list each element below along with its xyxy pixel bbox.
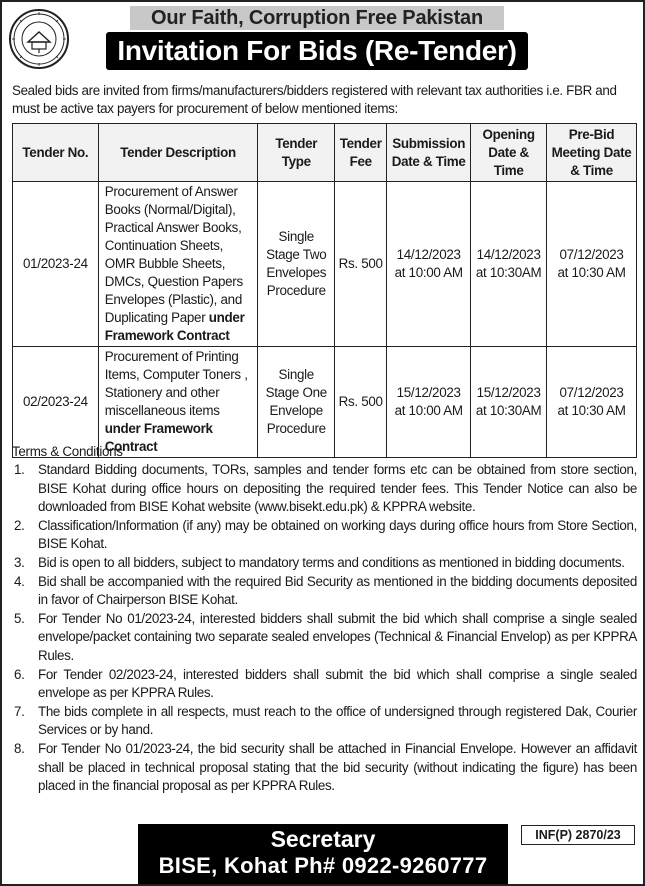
page-title: Invitation For Bids (Re-Tender)	[106, 32, 528, 70]
col-header-fee: Tender Fee	[335, 124, 387, 182]
submission-time: at 10:00 AM	[394, 403, 463, 418]
opening-date: 14/12/2023	[476, 247, 541, 262]
term-number: 6.	[14, 666, 25, 682]
term-number: 5.	[14, 610, 25, 626]
description-cell	[98, 347, 258, 458]
term-text: Standard Bidding documents, TORs, samples and tender forms etc can be obtained from store section, BISE Kohat during office hours on depositing the required tender fees. This Tender Notice can also be downloaded from BISE Kohat website (www.bisekt.edu.pk) & KPPRA website.	[38, 462, 637, 515]
description-cell	[98, 182, 258, 347]
submission-cell	[387, 347, 471, 458]
list-item	[12, 740, 637, 796]
description-text: Procurement of Printing Items, Computer Toners , Stationery and other miscellaneous items	[104, 349, 248, 418]
submission-date: 14/12/2023	[396, 247, 461, 262]
opening-time: at 10:30AM	[475, 403, 542, 418]
list-item	[12, 666, 637, 703]
table-row	[13, 347, 637, 458]
prebid-time: at 10:30 AM	[557, 403, 626, 418]
description-text: Procurement of Answer Books (Normal/Digital), Practical Answer Books, Continuation Sheets, OMR Bubble Sheets, DMCs, Question Papers Envelopes (Plastic), and Duplicating Paper	[104, 184, 243, 325]
slogan-banner: Our Faith, Corruption Free Pakistan	[130, 6, 504, 30]
col-header-type: Tender Type	[258, 124, 335, 182]
list-item	[12, 610, 637, 666]
description-bold-text: under Framework Contract	[104, 310, 245, 343]
submission-cell	[387, 182, 471, 347]
list-item	[12, 554, 637, 573]
footer-signature-block	[138, 824, 508, 884]
tender-type-cell: Single Stage One Envelope Procedure	[258, 347, 335, 458]
reference-number: INF(P) 2870/23	[521, 825, 635, 845]
term-text: For Tender No 01/2023-24, the bid security shall be attached in Financial Envelope. However an affidavit shall be placed in technical proposal stating that the bid security (without indicating the figure) has been placed in the financial proposal as per KPPRA Rules.	[38, 740, 637, 794]
opening-cell	[471, 347, 547, 458]
term-number: 8.	[14, 740, 25, 756]
tender-no-cell: 01/2023-24	[13, 182, 99, 347]
tender-fee-cell: Rs. 500	[335, 347, 387, 458]
tender-no-cell: 02/2023-24	[13, 347, 99, 458]
col-header-opening: Opening Date & Time	[471, 124, 547, 182]
term-text: Bid shall be accompanied with the required Bid Security as mentioned in the bidding documents deposited in favor of Chairperson BISE Kohat.	[38, 573, 637, 608]
prebid-cell	[547, 347, 637, 458]
terms-list	[12, 461, 637, 796]
term-number: 1.	[14, 462, 25, 477]
prebid-time: at 10:30 AM	[557, 265, 626, 280]
prebid-cell	[547, 182, 637, 347]
col-header-submission: Submission Date & Time	[387, 124, 471, 182]
opening-date: 15/12/2023	[476, 385, 541, 400]
bise-kohat-seal-icon	[8, 8, 70, 70]
table-header-row	[13, 124, 637, 182]
prebid-date: 07/12/2023	[559, 247, 624, 262]
contact-line: BISE, Kohat Ph# 0922-9260777	[158, 853, 488, 878]
prebid-date: 07/12/2023	[559, 385, 624, 400]
terms-heading: Terms & Conditions	[12, 444, 123, 459]
term-text: The bids complete in all respects, must reach to the office of undersigned through registered Dak, Courier Services or by hand.	[38, 703, 637, 738]
submission-date: 15/12/2023	[396, 385, 461, 400]
term-number: 7.	[14, 703, 25, 719]
col-header-prebid: Pre-Bid Meeting Date & Time	[547, 124, 637, 182]
term-number: 2.	[14, 517, 25, 533]
opening-cell	[471, 182, 547, 347]
intro-paragraph: Sealed bids are invited from firms/manufacturers/bidders registered with relevant tax authorities i.e. FBR and must be active tax payers for procurement of below mentioned items:	[12, 83, 617, 116]
tender-fee-cell: Rs. 500	[335, 182, 387, 347]
tender-table	[12, 123, 637, 458]
term-text: For Tender 02/2023-24, interested bidders shall submit the bid which shall comprise a single sealed envelope as per KPPRA Rules.	[38, 666, 637, 701]
description-bold-text: under Framework Contract	[104, 421, 213, 454]
term-number: 3.	[14, 554, 25, 570]
table-row	[13, 182, 637, 347]
submission-time: at 10:00 AM	[394, 265, 463, 280]
term-number: 4.	[14, 573, 25, 589]
signatory-title: Secretary	[270, 826, 376, 852]
col-header-description: Tender Description	[98, 124, 258, 182]
term-text: For Tender No 01/2023-24, interested bidders shall submit the bid which shall comprise a single sealed envelope/packet containing two separate sealed envelopes (Technical & Financial Envelop) as per KPPRA Rules.	[38, 610, 637, 663]
term-text: Bid is open to all bidders, subject to mandatory terms and conditions as mentioned in bidding documents.	[38, 554, 625, 570]
tender-type-cell: Single Stage Two Envelopes Procedure	[258, 182, 335, 347]
col-header-tender-no: Tender No.	[13, 124, 99, 182]
list-item	[12, 703, 637, 740]
term-text: Classification/Information (if any) may be obtained on working days during office hours from Store Section, BISE Kohat.	[38, 517, 637, 552]
list-item	[12, 517, 637, 554]
list-item	[12, 461, 637, 517]
list-item	[12, 573, 637, 610]
opening-time: at 10:30AM	[475, 265, 542, 280]
